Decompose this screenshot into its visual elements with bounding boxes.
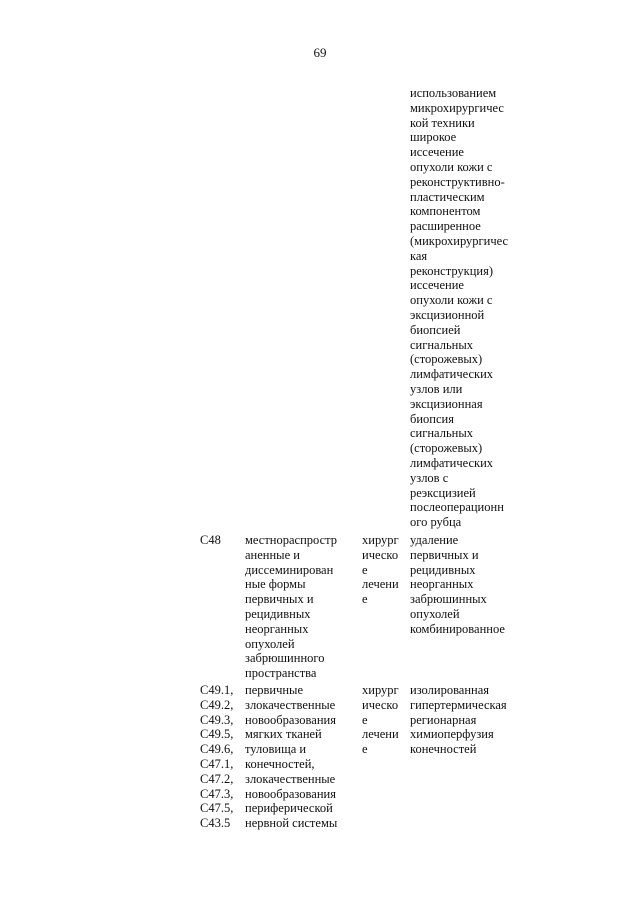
treatment-type-cell: хирург ическо е лечени е bbox=[362, 533, 399, 607]
procedure-description-cell: удаление первичных и рецидивных неорганных забрюшинных опухолей комбинированное bbox=[410, 533, 505, 636]
procedure-continuation-text: использованием микрохирургичес кой техники широкое иссечение опухоли кожи с реконструктивно- пластическим компонентом расширенное (микрохирургичес кая реконструкция) иссечение опухоли кожи с эксцизионной биопсией сигнальных (сторожевых) лимфатических узлов или эксцизионная биопсия сигнальных (сторожевых) лимфатических узлов с реэксцизией послеоперационн ого рубца bbox=[410, 86, 509, 530]
treatment-type-cell: хирург ическо е лечени е bbox=[362, 683, 399, 757]
page-number: 69 bbox=[313, 45, 327, 60]
condition-description-cell: местнораспростр аненные и диссеминирован ные формы первичных и рецидивных неорганных опухолей забрюшинного пространства bbox=[245, 533, 337, 681]
procedure-description-cell: изолированная гипертермическая регионарная химиоперфузия конечностей bbox=[410, 683, 507, 757]
diagnosis-codes-cell: C49.1, C49.2, C49.3, C49.5, C49.6, C47.1, C47.2, C47.3, C47.5, C43.5 bbox=[200, 683, 234, 831]
condition-description-cell: первичные злокачественные новообразования мягких тканей туловища и конечностей, злокачественные новообразования периферической нервной системы bbox=[245, 683, 338, 831]
diagnosis-codes-cell: C48 bbox=[200, 533, 221, 547]
